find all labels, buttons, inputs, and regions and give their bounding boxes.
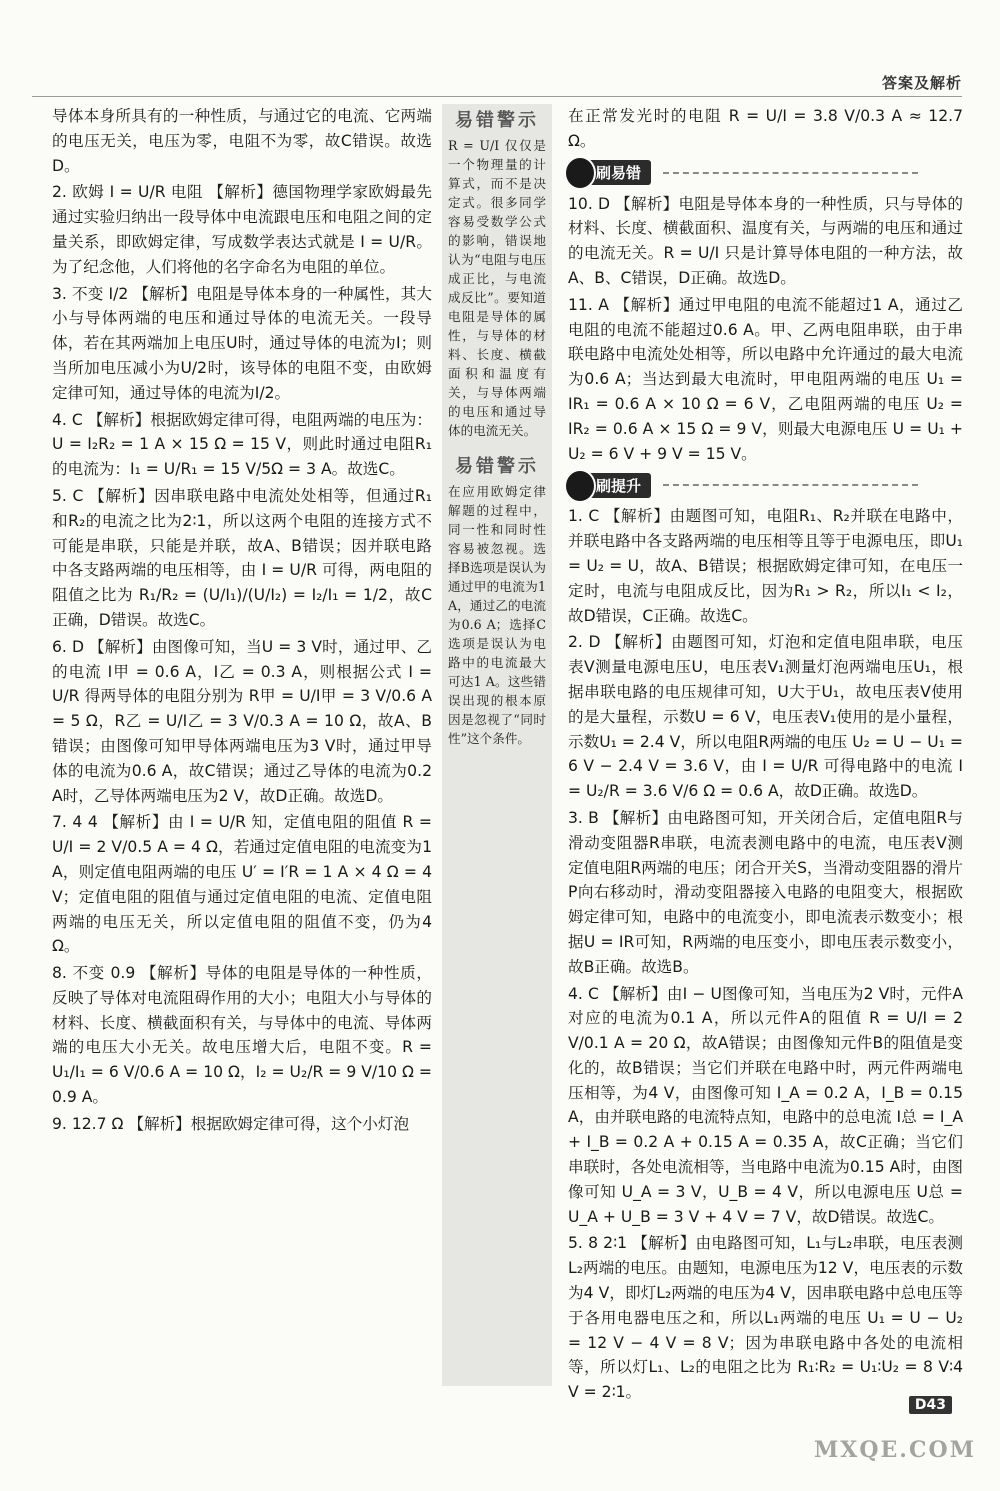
section-header-improve — [568, 472, 918, 498]
answer-9: 9. 12.7 Ω 【解析】根据欧姆定律可得，这个小灯泡 — [52, 1114, 410, 1133]
section-badge — [568, 473, 651, 498]
section-label: 刷易错 — [596, 164, 642, 183]
answer-10: 10. D 【解析】电阻是导体本身的一种性质，只与导体的材料、长度、横截面积、温度有关，与两端的电压和通过的电流无关。R = U/I 只是计算导体电阻的一种方法，故A、B、C错误，D正确。故选D。 — [568, 194, 963, 287]
improve-answer-2: 2. D 【解析】由题图可知，灯泡和定值电阻串联，电压表V测量电源电压U，电压表V₁测量灯泡两端电压U₁，根据串联电路的电压规律可知，U大于U₁，故电压表V使用的是大量程，示数U = 6 V，电压表V₁使用的是小量程，示数U₁ = 2.4 V，所以电阻R两端的电压 U₂ = U − U₁ = 6 V − 2.4 V = 3.6 V，由 I = U/R 可得电路中的电流 I = U₂/R = 3.6 V/6 Ω = 0.6 A，故D正确。故选D。 — [568, 633, 963, 801]
section-label: 刷提升 — [596, 476, 642, 495]
brush-icon — [564, 469, 596, 503]
answer-7: 7. 4 4 【解析】由 I = U/R 知，定值电阻的阻值 R = U/I = 2 V/0.5 A = 4 Ω，若通过定值电阻的电流变为1 A，则定值电阻两端的电压 U′ = I′R = 1 A × 4 Ω = 4 V；定值电阻的阻值与通过定值电阻的电流、定值电阻两端的电压无关，所以定值电阻的阻值不变，仍为4 Ω。 — [52, 813, 432, 956]
answer-8: 8. 不变 0.9 【解析】导体的电阻是导体的一种性质，反映了导体对电流阻碍作用的大小；电阻大小与导体的材料、长度、横截面积有关，与导体中的电流、导体两端的电压大小无关。故电压增大后，电阻不变。R = U₁/I₁ = 6 V/0.6 A = 10 Ω，I₂ = U₂/R = 9 V/10 Ω = 0.9 A。 — [52, 964, 432, 1107]
answer-5: 5. C 【解析】因串联电路中电流处处相等，但通过R₁和R₂的电流之比为2∶1，所以这两个电阻的连接方式不可能是串联，只能是并联，故A、B错误；因并联电路中各支路两端的电压相等，由 I = U/R 可得，两电阻的阻值之比为 R₁/R₂ = (U/I₁)/(U/I₂) = I₂/I₁ = 1/2，故C正确，D错误。故选C。 — [52, 486, 432, 629]
answer-11: 11. A 【解析】通过甲电阻的电流不能超过1 A，通过乙电阻的电流不能超过0.6 A。甲、乙两电阻串联，由于串联电路中电流处处相等，所以电路中允许通过的最大电流为0.6 A；当达到最大电流时，甲电阻两端的电压 U₁ = IR₁ = 0.6 A × 10 Ω = 6 V，乙电阻两端的电压 U₂ = IR₂ = 0.6 A × 15 Ω = 9 V，则最大电源电压 U = U₁ + U₂ = 6 V + 9 V = 15 V。 — [568, 295, 963, 463]
note-title: 易错警示 — [455, 456, 539, 477]
improve-answer-1: 1. C 【解析】由题图可知，电阻R₁、R₂并联在电路中，并联电路中各支路两端的电压相等且等于电源电压，即U₁ = U₂ = U，故A、B错误；根据欧姆定律可知，在电压一定时，电流与电阻成反比，因为R₁ > R₂，所以I₁ < I₂，故D错误，C正确。故选C。 — [568, 507, 963, 625]
header-divider — [32, 96, 962, 97]
note-body: 在应用欧姆定律解题的过程中，同一性和同时性容易被忽视。选择B选项是误认为通过甲的电流为1 A，通过乙的电流为0.6 A；选择C选项是误认为电路中的电流最大可达1 A。这些错误出现的根本原因是忽视了“同时性”这个条件。 — [448, 484, 546, 746]
improve-answer-5: 5. 8 2∶1 【解析】由电路图可知，L₁与L₂串联，电压表测L₂两端的电压。由题知，电源电压为12 V，电压表的示数为4 V，即灯L₂两端的电压为4 V，因串联电路中总电压等于各用电器电压之和，所以L₁两端的电压 U₁ = U − U₂ = 12 V − 4 V = 8 V；因为串联电路中各处的电流相等，所以灯L₁、L₂的电阻之比为 R₁∶R₂ = U₁∶U₂ = 8 V∶4 V = 2∶1。 — [568, 1234, 963, 1402]
improve-answer-3: 3. B 【解析】由电路图可知，开关闭合后，定值电阻R与滑动变阻器R串联，电流表测电路中的电流，电压表V测定值电阻R两端的电压；闭合开关S，当滑动变阻器的滑片P向右移动时，滑动变阻器接入电路的电阻变大，根据欧姆定律可知，电路中的电流变小，即电流表示数变小；根据U = IR可知，R两端的电压变小，即电压表示数变小，故B正确。故选B。 — [568, 808, 963, 976]
right-column — [568, 104, 963, 1407]
divider — [663, 484, 918, 486]
answer-4: 4. C 【解析】根据欧姆定律可得，电阻两端的电压为：U = I₂R₂ = 1 A × 15 Ω = 15 V，则此时通过电阻R₁的电流为：I₁ = U/R₁ = 15 V/5Ω = 3 A。故选C。 — [52, 410, 432, 479]
page-header: 答案及解析 — [881, 74, 962, 92]
answer-9-continued: 在正常发光时的电阻 R = U/I = 3.8 V/0.3 A ≈ 12.7 Ω。 — [568, 107, 963, 150]
answer-3: 3. 不变 I/2 【解析】电阻是导体本身的一种属性，其大小与导体两端的电压和通过导体的电流无关。一段导体，若在其两端加上电压U时，通过导体的电流为I；则当所加电压减小为U/2时，该导体的电阻不变，由欧姆定律可知，通过导体的电流为I/2。 — [52, 284, 432, 402]
watermark-site: MXQE.COM — [813, 1437, 976, 1463]
side-notes — [442, 104, 552, 1386]
answer-2: 2. 欧姆 I = U/R 电阻 【解析】德国物理学家欧姆最先通过实验归纳出一段导体中电流跟电压和电阻之间的定量关系，即欧姆定律，写成数学表达式就是 I = U/R。为了纪念他，人们将他的名字命名为电阻的单位。 — [52, 183, 432, 276]
left-column — [52, 104, 432, 1139]
section-header-easy-mistakes — [568, 160, 918, 186]
note-title: 易错警示 — [455, 110, 539, 131]
brush-icon — [564, 156, 596, 190]
improve-answer-4: 4. C 【解析】由I − U图像可知，当电压为2 V时，元件A对应的电流为0.1 A，所以元件A的阻值 R = U/I = 2 V/0.1 A = 20 Ω，故A错误；由图像知元件B的阻值是变化的，故B错误；当它们并联在电路中时，两元件两端电压相等，为4 V，由图像可知 I_A = 0.2 A，I_B = 0.15 A，由并联电路的电流特点知，电路中的总电流 I总 = I_A + I_B = 0.2 A + 0.15 A = 0.35 A，故C正确；当它们串联时，各处电流相等，当电路中电流为0.15 A时，由图像可知 U_A = 3 V，U_B = 4 V，所以电源电压 U总 = U_A + U_B = 3 V + 4 V = 7 V，故D错误。故选C。 — [568, 984, 963, 1226]
answer-paragraph: 导体本身所具有的一种性质，与通过它的电流、它两端的电压无关，电压为零，电阻不为零，故C错误。故选D。 — [52, 107, 432, 175]
divider — [663, 172, 918, 174]
answer-6: 6. D 【解析】由图像可知，当U = 3 V时，通过甲、乙的电流 I甲 = 0.6 A，I乙 = 0.3 A，则根据公式 I = U/R 得两导体的电阻分别为 R甲 = U/I甲 = 3 V/0.6 A = 5 Ω，R乙 = U/I乙 = 3 V/0.3 A = 10 Ω，故A、B错误；由图像可知甲导体两端电压为3 V时，通过甲导体的电流为0.6 A，故C错误；通过乙导体的电流为0.2 A时，乙导体两端电压为2 V，故D正确。故选D。 — [52, 637, 432, 805]
page-number: D43 — [909, 1396, 952, 1414]
note-body: R = U/I 仅仅是一个物理量的计算式，而不是决定式。很多同学容易受数学公式的影响，错误地认为“电阻与电压成正比，与电流成反比”。要知道电阻是导体的属性，与导体的材料、长度、横截面积和温度有关，与导体两端的电压和通过导体的电流无关。 — [448, 138, 546, 438]
section-badge — [568, 160, 651, 185]
